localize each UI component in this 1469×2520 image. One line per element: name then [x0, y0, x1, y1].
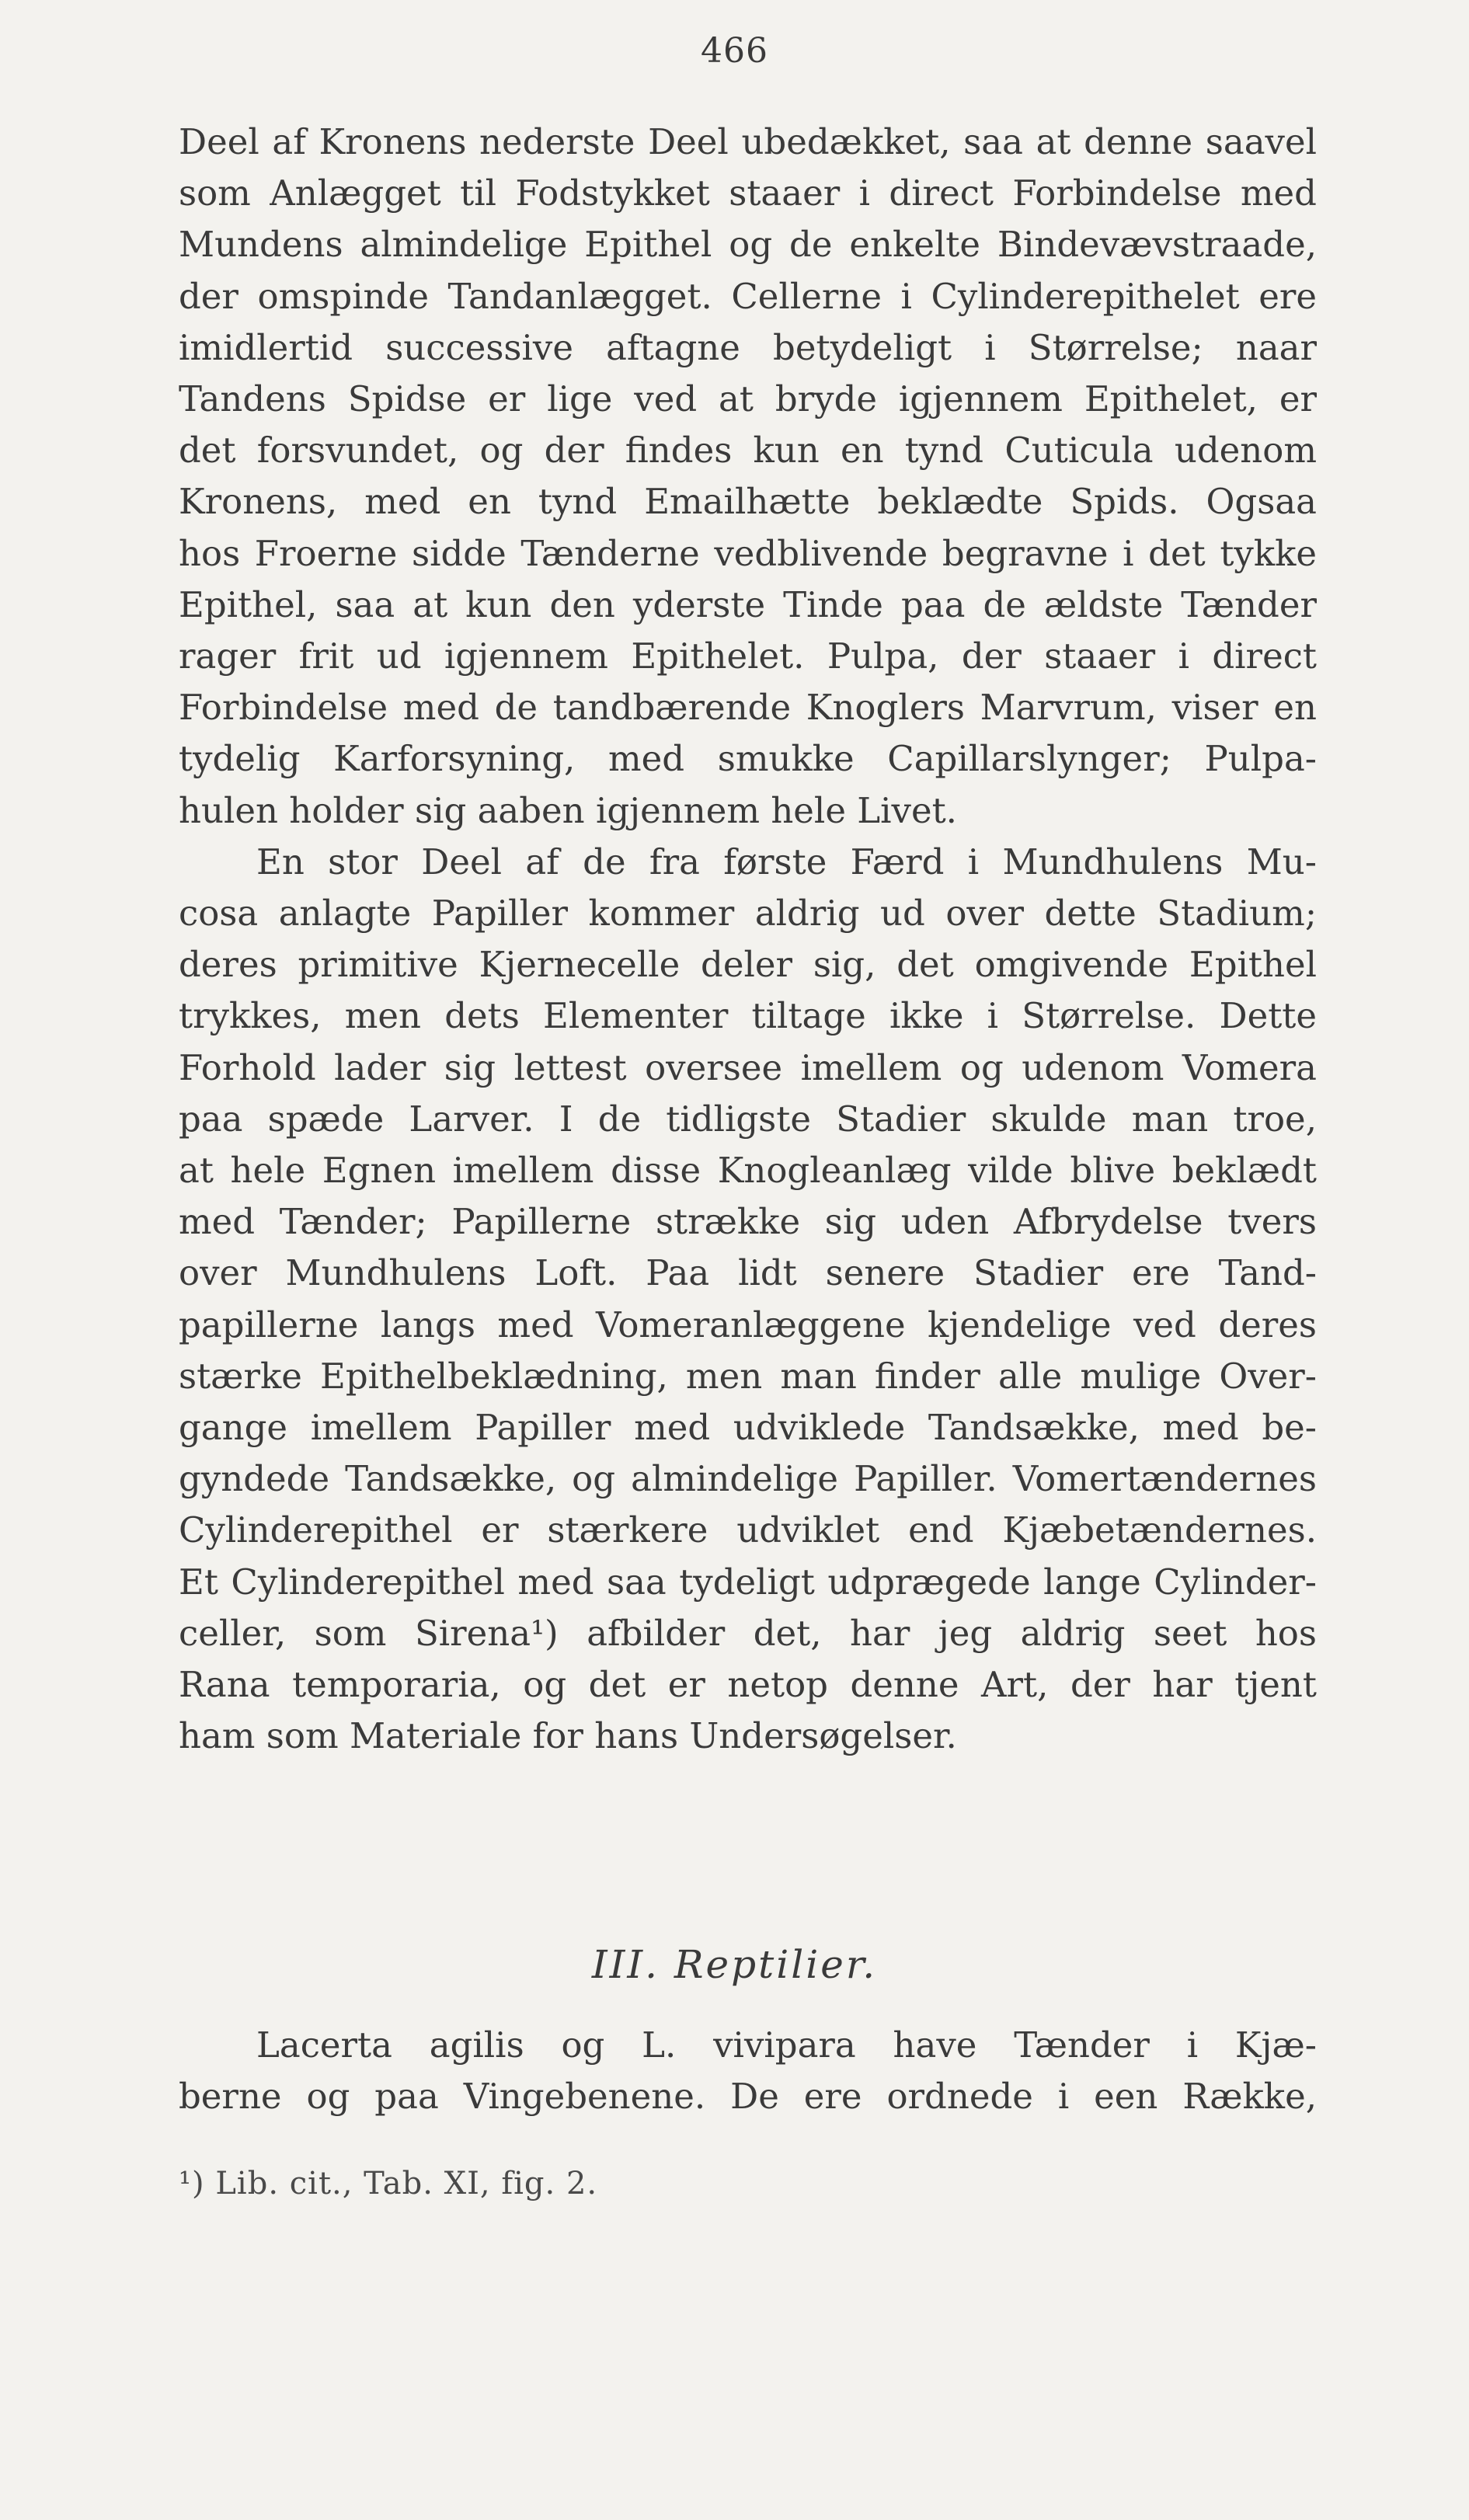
page-number: 466 [701, 31, 768, 71]
text-line: gange imellem Papiller med udviklede Tandsække, med be- [179, 1407, 1317, 1448]
text-line: hulen holder sig aaben igjennem hele Livet. [179, 789, 957, 831]
text-line: paa spæde Larver. I de tidligste Stadier skulde man troe, [179, 1098, 1317, 1140]
text-line: Tandens Spidse er lige ved at bryde igjennem Epithelet, er [179, 378, 1317, 419]
text-line: Deel af Kronens nederste Deel ubedækket, saa at denne saavel [179, 121, 1317, 162]
text-line: deres primitive Kjernecelle deler sig, det omgivende Epithel [179, 944, 1317, 986]
text-line: Mundens almindelige Epithel og de enkelte Bindevævstraade, [179, 224, 1317, 266]
section-text-line: Lacerta agilis og L. vivipara have Tænder i Kjæ- [256, 2024, 1317, 2066]
text-line: trykkes, men dets Elementer tiltage ikke i Størrelse. Dette [179, 995, 1317, 1037]
text-line: over Mundhulens Loft. Paa lidt senere Stadier ere Tand- [179, 1252, 1317, 1294]
text-line: hos Froerne sidde Tænderne vedblivende begravne i det tykke [179, 532, 1317, 574]
text-line: tydelig Karforsyning, med smukke Capillarslynger; Pulpa- [179, 738, 1317, 780]
section-heading: III. Reptilier. [591, 1942, 878, 1987]
text-line: Forhold lader sig lettest oversee imellem og udenom Vomera [179, 1046, 1317, 1088]
text-line: cosa anlagte Papiller kommer aldrig ud over dette Stadium; [179, 893, 1317, 934]
text-line: med Tænder; Papillerne strække sig uden Afbrydelse tvers [179, 1201, 1317, 1243]
text-line: Forbindelse med de tandbærende Knoglers Marvrum, viser en [179, 687, 1317, 729]
text-line: at hele Egnen imellem disse Knogleanlæg vilde blive beklædt [179, 1150, 1317, 1191]
text-line: papillerne langs med Vomeranlæggene kjendelige ved deres [179, 1304, 1317, 1345]
text-line: det forsvundet, og der findes kun en tynd Cuticula udenom [179, 430, 1317, 472]
text-line: rager frit ud igjennem Epithelet. Pulpa, der staaer i direct [179, 635, 1317, 677]
text-line: En stor Deel af de fra første Færd i Mundhulens Mu- [256, 841, 1317, 882]
text-line: Cylinderepithel er stærkere udviklet end Kjæbetændernes. [179, 1509, 1317, 1551]
text-line: Kronens, med en tynd Emailhætte beklædte Spids. Ogsaa [179, 481, 1317, 523]
section-text-line: berne og paa Vingebenene. De ere ordnede i een Række, [179, 2076, 1317, 2117]
text-line: gyndede Tandsække, og almindelige Papiller. Vomertændernes [179, 1458, 1317, 1500]
text-line: som Anlægget til Fodstykket staaer i direct Forbindelse med [179, 172, 1317, 214]
text-line: Epithel, saa at kun den yderste Tinde paa de ældste Tænder [179, 583, 1317, 625]
text-line: celler, som Sirena¹) afbilder det, har jeg aldrig seet hos [179, 1612, 1317, 1654]
footnote: ¹) Lib. cit., Tab. XI, fig. 2. [179, 2166, 598, 2202]
text-line: imidlertid successive aftagne betydeligt i Størrelse; naar [179, 326, 1317, 368]
text-line: stærke Epithelbeklædning, men man finder alle mulige Over- [179, 1355, 1317, 1397]
text-line: ham som Materiale for hans Undersøgelser. [179, 1715, 957, 1757]
text-line: Et Cylinderepithel med saa tydeligt udprægede lange Cylinder- [179, 1561, 1317, 1603]
text-line: Rana temporaria, og det er netop denne Art, der har tjent [179, 1664, 1317, 1705]
text-line: der omspinde Tandanlægget. Cellerne i Cylinderepithelet ere [179, 275, 1317, 317]
